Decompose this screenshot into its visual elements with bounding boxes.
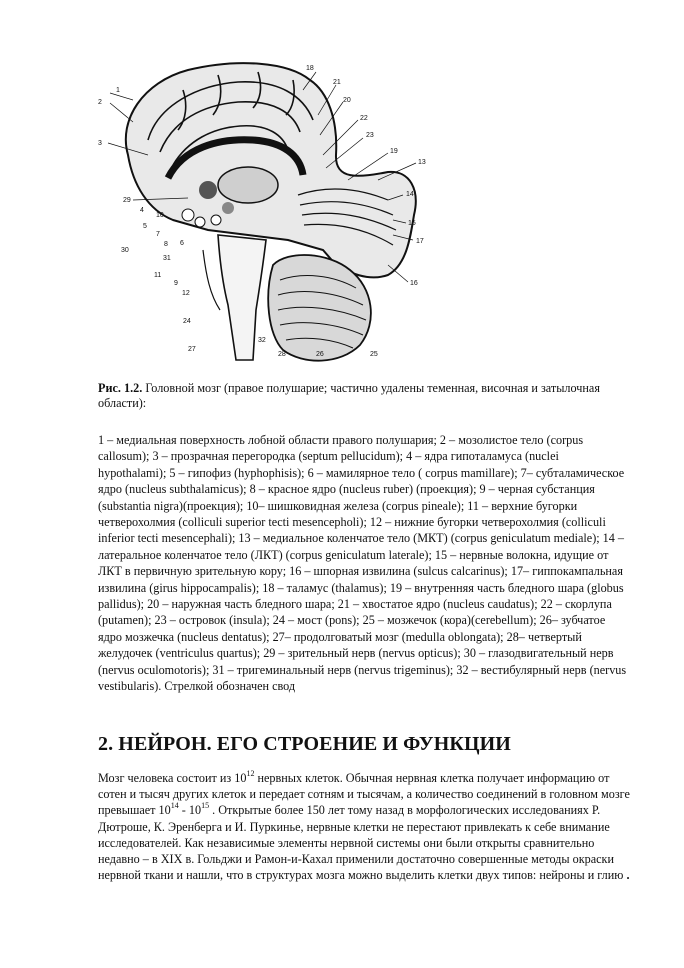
nucleus-shape [199,181,217,199]
caption-text: Головной мозг (правое полушарие; частично удалены теменная, височная и затылочная области): [98,381,600,411]
figure-label: 1 [116,87,120,94]
exponent: 14 [170,801,179,811]
figure-label: 31 [163,255,171,262]
nucleus-shape [195,217,205,227]
figure-label: 12 [182,290,190,297]
figure-label: 18 [306,65,314,72]
brain-figure [88,60,448,372]
figure-label: 15 [408,220,416,227]
figure-label: 19 [390,148,398,155]
figure-label: 16 [410,280,418,287]
figure-label: 5 [143,223,147,230]
figure-label: 22 [360,115,368,122]
figure-caption [98,381,618,411]
figure-label: 17 [416,238,424,245]
figure-label: 21 [333,79,341,86]
figure-label: 28 [278,351,286,358]
exponent: 15 [201,801,210,811]
figure-legend: 1 – медиальная поверхность лобной области правого полушария; 2 – мозолистое тело (corpus callosum); 3 – прозрачная перегородка (septum pellucidum); 4 – ядра гипоталамуса (nuclei hypothalami); 5 – гипофиз (hyphophisis); 6 – мамилярное тело ( corpus mamillare); 7– субталамическое ядро (nucleus subthalamicus); 8 – красное ядро (nucleus ruber) (проекция); 9 – черная субстанция (substantia nigra)(проекция); 10– шишковидная железа (corpus pineale); 11 – верхние бугорки четверохолмия (colliculi superior tecti mesencepholi); 12 – нижние бугорки четверохолмия (colliculi inferior tecti mesencephali); 13 – медиальное коленчатое тело (МКТ) (corpus geniculatum mediale); 14 – латеральное коленчатое тело (ЛКТ) (corpus geniculatum laterale); 15 – нервные волокна, идущие от ЛКТ в первичную зрительную кору; 16 – шпорная извилина (sulcus calcarinus); 17– гиппокампальная извилина (girus hippocampalis); 18 – таламус (thalamus); 19 – внутренняя часть бледного шара (globus pallidus); 20 – наружная часть бледного шара; 21 – хвостатое ядро (nucleus caudatus); 22 – скорлупа (putamen); 23 – островок (insula); 24 – мост (pons); 25 – мозжечок (кора)(cerebellum); 26– зубчатое ядро мозжечка (nucleus dentatus); 27– продолговатый мозг (medulla oblongata); 28– четвертый желудочек (ventriculus quartus); 29 – зрительный нерв (nervus opticus); 30 – глазодвигательный нерв (nervus oculomotoris); 31 – тригеминальный нерв (nervus trigeminus); 32 – вестибулярный нерв (nervus vestibularis). Стрелкой обозначен свод [98,433,627,694]
thalamus-shape [218,167,278,203]
figure-label: 4 [140,207,144,214]
figure-label: 2 [98,99,102,106]
section-heading: 2. НЕЙРОН. ЕГО СТРОЕНИЕ И ФУНКЦИИ [98,733,511,755]
figure-label: 6 [180,240,184,247]
body-paragraph [98,770,633,883]
body-text-part: Мозг человека состоит из 10 [98,771,247,785]
figure-label: 10 [156,212,164,219]
figure-label: 24 [183,318,191,325]
figure-label: 27 [188,346,196,353]
brain-illustration [88,60,448,372]
figure-label: 11 [154,272,162,279]
figure-label: 20 [343,97,351,104]
figure-label: 32 [258,337,266,344]
figure-label: 7 [156,231,160,238]
body-text-part: нервных клеток. Обычная нервная клетка получает информацию от сотен и тысяч других клеток и передает сотням и тысячам, а количество соединений в головном мозге превышает 10 [98,771,630,818]
figure-label: 14 [406,191,414,198]
exponent: 12 [246,769,255,778]
figure-label: 23 [366,132,374,139]
figure-label: 9 [174,280,178,287]
nucleus-shape [182,209,194,221]
figure-label: 13 [418,159,426,166]
figure-label: 29 [123,197,131,204]
figure-label: 25 [370,351,378,358]
figure-number: Рис. 1.2. [98,381,143,395]
figure-label: 26 [316,351,324,358]
body-text-part: . Открытые более 150 лет тому назад в морфологических исследованиях Р. Дютроше, К. Эренберга и И. Пуркинье, нервные клетки не перестают привлекать к себе внимание исследователей. Как независимые элементы нервной системы они были открыты сравнительно недавно – в XIX в. Гольджи и Рамон-и-Кахал применили достаточно совершенные методы окраски нервной ткани и нашли, что в структурах мозга можно выделить клетки двух типов: нейроны и глию [98,803,624,883]
nucleus-shape [211,215,221,225]
body-text-part: . [623,868,630,883]
body-text-part: - 10 [178,803,202,818]
figure-label: 30 [121,247,129,254]
figure-label: 8 [164,241,168,248]
figure-label: 3 [98,140,102,147]
nucleus-shape [222,202,234,214]
